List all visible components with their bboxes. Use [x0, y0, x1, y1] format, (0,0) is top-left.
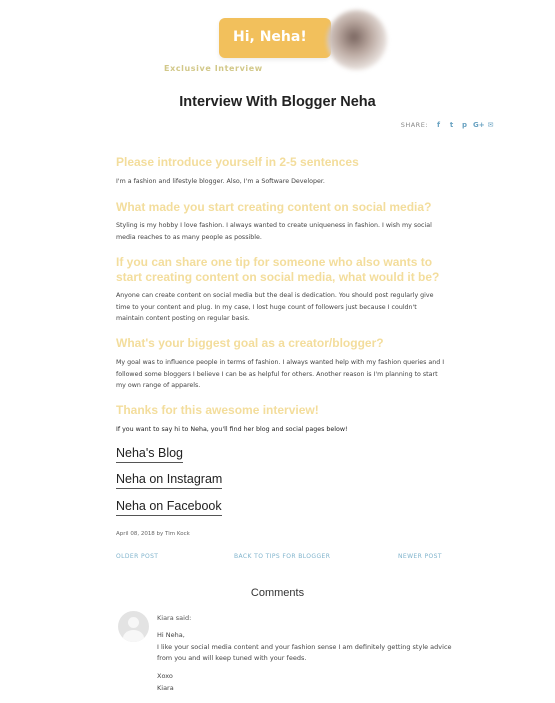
share-label: SHARE:	[400, 121, 428, 129]
question-heading: If you can share one tip for someone who also wants to start creating content on social media, what would it be?	[116, 255, 440, 284]
email-icon[interactable]: ✉	[487, 121, 494, 129]
facebook-icon[interactable]: f	[436, 121, 441, 129]
avatar-head-shape	[128, 617, 139, 628]
comment-signoff: Xoxo	[157, 672, 173, 680]
answer-text: Anyone can create content on social media but the deal is dedication. You should post regularly give time to your content and plug. In my case, I lost huge count of followers just because I couldn't maintain content posting on regular basis.	[116, 292, 434, 322]
commenter-avatar	[118, 611, 149, 642]
blog-link[interactable]: Neha's Blog	[116, 446, 183, 463]
post-meta: April 08, 2018 by Tim Kock	[116, 531, 190, 537]
avatar-shoulders-shape	[123, 630, 144, 642]
blogger-photo	[327, 10, 387, 70]
answer-text: I'm a fashion and lifestyle blogger. Also, I'm a Software Developer.	[116, 178, 325, 185]
question-heading: What's your biggest goal as a creator/blogger?	[116, 336, 384, 350]
answer-text: My goal was to influence people in terms of fashion. I always wanted help with my fashion queries and I followed some bloggers I believe I can be as helpful for others. Another reason is I'm planning to start my own range of apparels.	[116, 359, 445, 389]
post-title: Interview With Blogger Neha	[179, 94, 376, 110]
facebook-link[interactable]: Neha on Facebook	[116, 499, 222, 516]
instagram-link[interactable]: Neha on Instagram	[116, 472, 222, 489]
share-bar	[401, 121, 495, 129]
newer-post-link[interactable]: NEWER POST	[398, 553, 442, 560]
answer-text: If you want to say hi to Neha, you'll find her blog and social pages below!	[116, 426, 348, 433]
question-heading: Thanks for this awesome interview!	[116, 403, 319, 417]
pinterest-icon[interactable]: p	[461, 121, 467, 129]
older-post-link[interactable]: OLDER POST	[116, 553, 159, 560]
comment-body-line: from you and will keep tuned with your feeds.	[157, 654, 307, 662]
comment-greeting: Hi Neha,	[157, 631, 185, 639]
twitter-icon[interactable]: t	[449, 121, 454, 129]
exclusive-interview-label: Exclusive Interview	[164, 64, 263, 73]
comment-name: Kiara	[157, 684, 174, 692]
google-plus-icon[interactable]: G+	[473, 121, 485, 129]
question-heading: What made you start creating content on social media?	[116, 200, 432, 214]
answer-text: Styling is my hobby I love fashion. I always wanted to create uniqueness in fashion. I wish my social media reaches to as many people as possible.	[116, 222, 432, 241]
back-to-tips-link[interactable]: BACK TO TIPS FOR BLOGGER	[234, 553, 331, 560]
question-heading: Please introduce yourself in 2-5 sentences	[116, 155, 359, 169]
comments-title: Comments	[250, 587, 305, 599]
greeting-banner	[219, 18, 331, 58]
comment-author: Kiara said:	[157, 614, 192, 622]
comment-body-line: I like your social media content and your fashion sense I am definitely getting style advice	[157, 643, 452, 651]
greeting-banner-text: Hi, Neha!	[233, 29, 307, 45]
